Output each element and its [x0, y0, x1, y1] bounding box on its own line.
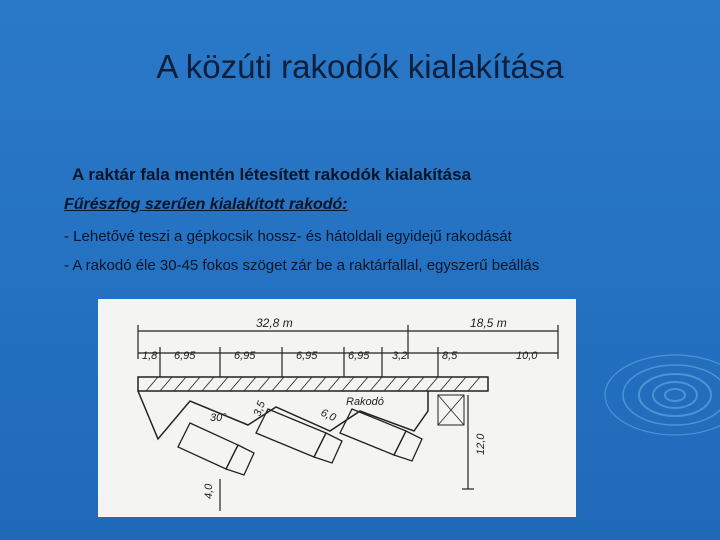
- label-rakodo: Rakodó: [346, 396, 384, 408]
- segment-3: 6,95: [234, 350, 256, 362]
- segment-5: 6,95: [348, 350, 370, 362]
- dim-3-5: 3,5: [251, 399, 269, 419]
- dim-total-right: 18,5 m: [470, 316, 507, 330]
- segment-4: 6,95: [296, 350, 318, 362]
- angle-label: 30°: [210, 412, 227, 424]
- dim-12-0: 12,0: [475, 433, 487, 455]
- bullet-1: - Lehetővé teszi a gépkocsik hossz- és hátoldali egyidejű rakodását: [64, 228, 512, 245]
- segment-8: 10,0: [516, 350, 538, 362]
- segment-7: 8,5: [442, 350, 458, 362]
- dim-4-0: 4,0: [203, 483, 215, 499]
- segment-2: 6,95: [174, 350, 196, 362]
- dim-total-left: 32,8 m: [256, 316, 293, 330]
- segment-6: 3,2: [392, 350, 408, 362]
- loading-dock-diagram: [98, 299, 576, 517]
- segment-1: 1,8: [142, 350, 158, 362]
- slide-subtitle: A raktár fala mentén létesített rakodók kialakítása: [72, 165, 472, 184]
- slide-title: A közúti rakodók kialakítása: [156, 48, 564, 85]
- water-ripple-decoration: [580, 340, 720, 460]
- dim-6-0: 6,0: [318, 406, 338, 425]
- bullet-2: - A rakodó éle 30-45 fokos szöget zár be a raktárfallal, egyszerű beállás: [64, 257, 540, 274]
- section-heading: Fűrészfog szerűen kialakított rakodó:: [64, 196, 348, 213]
